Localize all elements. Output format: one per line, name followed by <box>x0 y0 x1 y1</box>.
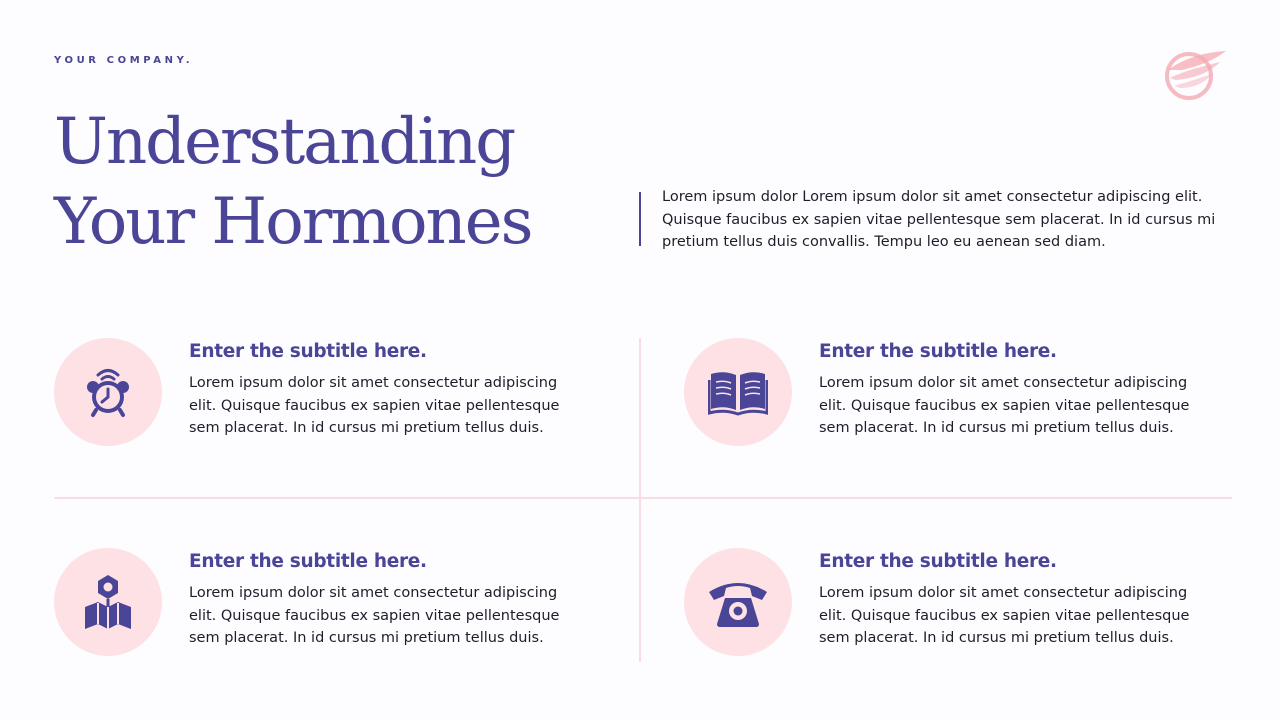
feature-text: Lorem ipsum dolor sit amet consectetur adipiscing elit. Quisque faucibus ex sapien vitae pellentesque sem placerat. In id cursus mi pretium tellus duis. <box>189 585 560 646</box>
feature-subtitle: Enter the subtitle here. <box>819 341 1057 362</box>
feature-card-3 <box>54 548 614 668</box>
feature-subtitle: Enter the subtitle here. <box>189 341 427 362</box>
feature-card-2 <box>684 338 1244 458</box>
alarm-clock-icon <box>81 365 135 419</box>
feature-icon-circle <box>684 548 792 656</box>
intro-text: Lorem ipsum dolor Lorem ipsum dolor sit amet consectetur adipiscing elit. Quisque faucibus ex sapien vitae pellentesque sem placerat. In id cursus mi pretium tellus duis convallis. Tempu leo eu aenean sed diam. <box>662 189 1216 250</box>
feature-icon-circle <box>54 338 162 446</box>
feature-subtitle: Enter the subtitle here. <box>819 551 1057 572</box>
company-name: YOUR COMPANY. <box>54 55 194 66</box>
feature-card-1 <box>54 338 614 458</box>
title-line-2: Your Hormones <box>54 185 532 259</box>
intro-accent-bar <box>639 192 641 246</box>
map-pin-icon <box>81 573 135 631</box>
vertical-divider <box>639 338 641 662</box>
feature-text: Lorem ipsum dolor sit amet consectetur adipiscing elit. Quisque faucibus ex sapien vitae pellentesque sem placerat. In id cursus mi pretium tellus duis. <box>819 585 1190 646</box>
feature-text: Lorem ipsum dolor sit amet consectetur adipiscing elit. Quisque faucibus ex sapien vitae pellentesque sem placerat. In id cursus mi pretium tellus duis. <box>819 375 1190 436</box>
page-title <box>54 102 531 262</box>
title-line-1: Understanding <box>54 105 515 179</box>
horizontal-divider <box>54 497 1232 499</box>
feature-card-4 <box>684 548 1244 668</box>
feature-text: Lorem ipsum dolor sit amet consectetur adipiscing elit. Quisque faucibus ex sapien vitae pellentesque sem placerat. In id cursus mi pretium tellus duis. <box>189 375 560 436</box>
company-logo-icon <box>1162 46 1228 100</box>
feature-icon-circle <box>684 338 792 446</box>
feature-icon-circle <box>54 548 162 656</box>
telephone-icon <box>707 576 769 628</box>
feature-subtitle: Enter the subtitle here. <box>189 551 427 572</box>
open-book-icon <box>708 368 768 416</box>
